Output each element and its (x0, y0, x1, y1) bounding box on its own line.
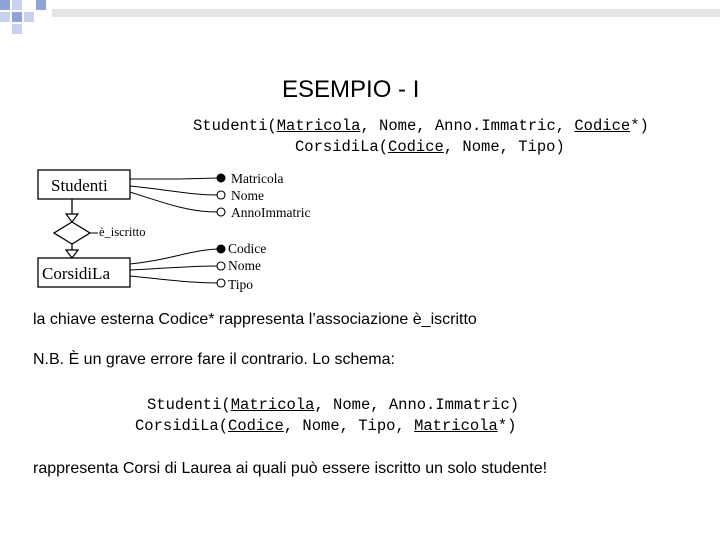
relation-prefix: CorsidiLa( (135, 417, 229, 435)
attribute-link (130, 266, 218, 270)
schema-bottom-line2 (135, 417, 516, 435)
note-foreign-key: la chiave esterna Codice* rappresenta l’associazione è_iscritto (33, 311, 477, 328)
schema-bottom-line1 (147, 396, 519, 414)
attribute-key-dot (217, 174, 225, 182)
relation-prefix: Studenti( (193, 117, 277, 135)
conclusion-text: rappresenta Corsi di Laurea ai quali può essere iscritto un solo studente! (33, 460, 548, 477)
attribute-link (130, 276, 218, 283)
attribute-label: Nome (228, 258, 261, 273)
entity-label-corsidila: CorsidiLa (42, 264, 110, 283)
attribute-label: AnnoImmatric (231, 205, 311, 220)
page-title: ESEMPIO - I (282, 76, 420, 103)
relation-fields: , Nome, Anno.Immatric, (360, 117, 575, 135)
attribute-label: Codice (228, 241, 267, 256)
primary-key: Matricola (230, 396, 315, 414)
cardinality-arrow (66, 214, 78, 222)
note-warning: N.B. È un grave errore fare il contrario. Lo schema: (33, 351, 395, 368)
attribute-dot (217, 262, 225, 270)
attribute-label: Matricola (231, 171, 284, 186)
relation-fields: , Nome, Tipo, (283, 417, 415, 435)
foreign-key: Matricola (414, 417, 498, 435)
foreign-key: Codice (574, 117, 631, 135)
attribute-link (130, 249, 218, 264)
entity-label-studenti: Studenti (51, 176, 108, 195)
relation-suffix: *) (497, 417, 517, 435)
relation-prefix: CorsidiLa( (295, 138, 389, 156)
primary-key: Codice (228, 417, 284, 435)
relation-prefix: Studenti( (147, 396, 231, 414)
relationship-diamond (54, 222, 90, 244)
relationship-label: è_iscritto (99, 225, 146, 239)
attribute-link (130, 186, 218, 195)
relation-suffix: , Nome, Tipo) (443, 138, 565, 156)
attribute-link (130, 178, 218, 179)
relation-suffix: *) (630, 117, 649, 135)
cardinality-arrow (66, 250, 78, 258)
primary-key: Matricola (276, 117, 361, 135)
attribute-key-dot (217, 245, 225, 253)
attribute-dot (217, 279, 225, 287)
attribute-label: Tipo (228, 277, 254, 292)
attribute-dot (217, 191, 225, 199)
relation-suffix: , Nome, Anno.Immatric) (314, 396, 520, 414)
attribute-dot (217, 208, 225, 216)
primary-key: Codice (388, 138, 444, 156)
attribute-label: Nome (231, 188, 264, 203)
